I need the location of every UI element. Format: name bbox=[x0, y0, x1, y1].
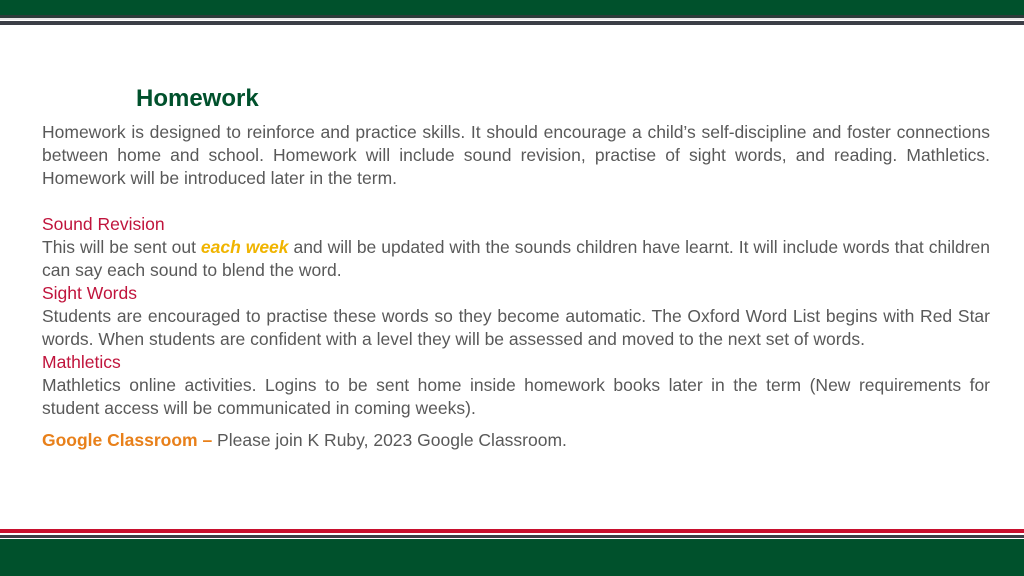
google-classroom-text: Please join K Ruby, 2023 Google Classroom. bbox=[212, 430, 567, 450]
slide-body bbox=[42, 121, 990, 452]
mathletics-paragraph: Mathletics online activities. Logins to be sent home inside homework books later in the term (New requirements for student access will be communicated in coming weeks). bbox=[42, 375, 990, 418]
google-classroom-line bbox=[42, 429, 990, 452]
bottom-green-band bbox=[0, 539, 1024, 576]
bottom-red-line bbox=[0, 529, 1024, 533]
bottom-divider-line bbox=[0, 535, 1024, 538]
sight-words-heading: Sight Words bbox=[42, 283, 137, 303]
sight-words-paragraph: Students are encouraged to practise these words so they become automatic. The Oxford Word List begins with Red Star words. When students are confident with a level they will be assessed and moved to the next set of words. bbox=[42, 306, 990, 349]
slide-title: Homework bbox=[136, 85, 259, 112]
top-divider-gap bbox=[0, 18, 1024, 20]
each-week-emphasis: each week bbox=[200, 237, 289, 257]
google-classroom-label: Google Classroom – bbox=[42, 430, 213, 450]
sound-revision-paragraph bbox=[42, 236, 990, 282]
mathletics-heading: Mathletics bbox=[42, 352, 121, 372]
top-green-band bbox=[0, 0, 1024, 15]
sound-revision-heading: Sound Revision bbox=[42, 214, 165, 234]
intro-paragraph: Homework is designed to reinforce and practice skills. It should encourage a child’s self-discipline and foster connections between home and school. Homework will include sound revision, practise of sight words, and reading. Mathletics. Homework will be introduced later in the term. bbox=[42, 122, 990, 188]
top-divider-line-thin bbox=[0, 21, 1024, 25]
sound-revision-text-after: and will be updated with the sounds children have learnt. It will include words that children can say each sound to blend the word. bbox=[42, 237, 991, 280]
sound-revision-text-before: This will be sent out bbox=[42, 237, 201, 257]
